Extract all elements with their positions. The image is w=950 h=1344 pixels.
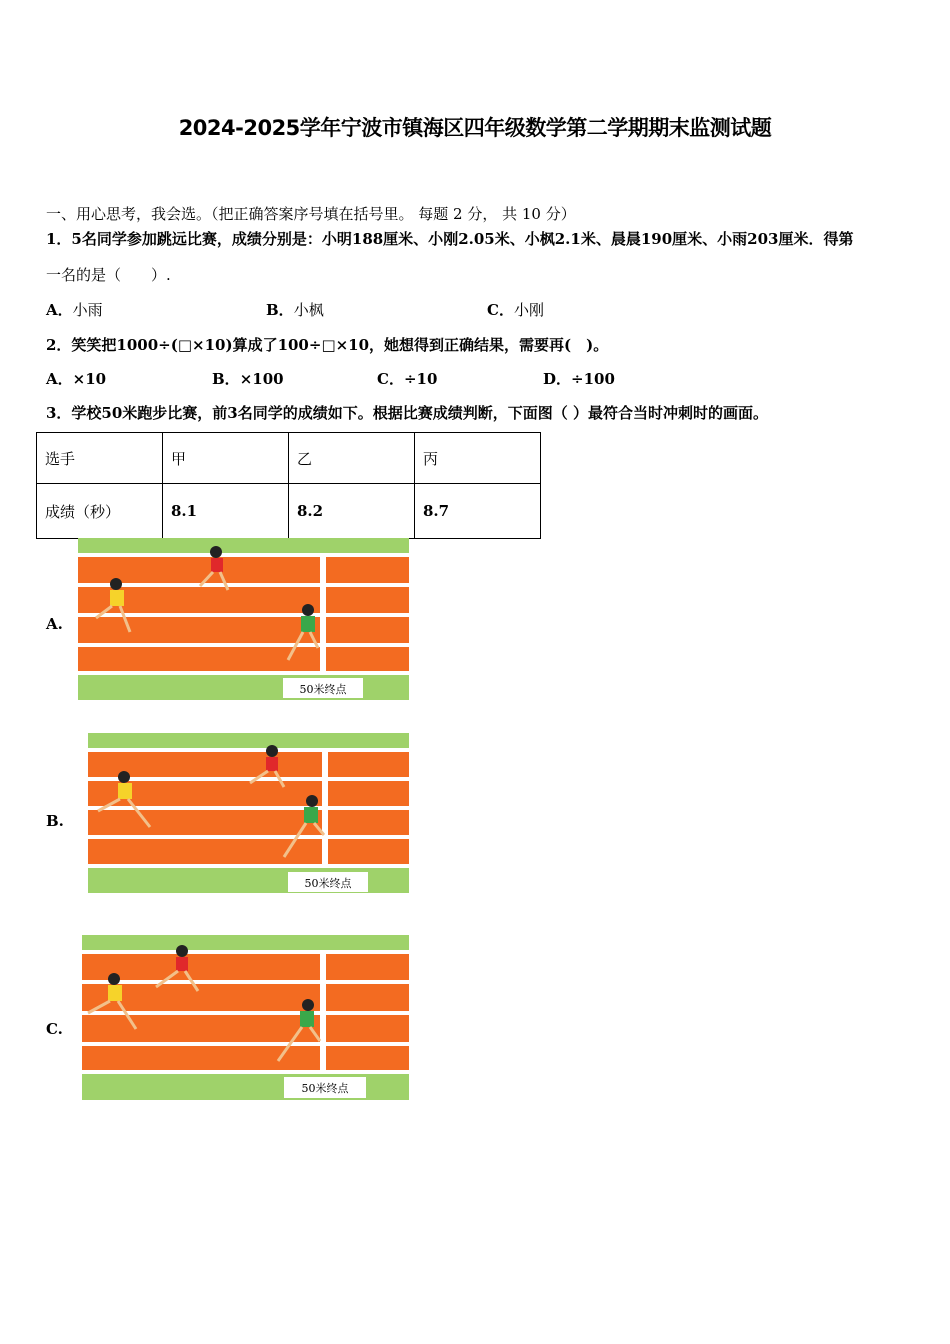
- question-1-text: 1．5名同学参加跳远比赛，成绩分别是：小明188厘米、小刚2.05米、小枫2.1米、晨晨190厘米、小雨203厘米．得第: [46, 230, 854, 248]
- question-2-option-b: B．×100: [212, 370, 284, 388]
- question-1-text-cont: 一名的是（ ）.: [46, 266, 171, 284]
- table-cell: 甲: [163, 433, 289, 484]
- finish-line: [320, 553, 326, 675]
- finish-label: 50米终点: [299, 683, 347, 696]
- page-title: 2024-2025学年宁波市镇海区四年级数学第二学期期末监测试题: [178, 116, 772, 140]
- figure-b-track: [88, 733, 409, 893]
- table-cell: 选手: [37, 433, 163, 484]
- finish-line: [322, 748, 328, 868]
- table-cell: 8.1: [163, 484, 289, 539]
- question-2-option-d: D．÷100: [543, 370, 615, 388]
- figure-c-label: C.: [46, 1020, 63, 1038]
- results-table: [36, 432, 541, 539]
- table-cell: 成绩（秒）: [37, 484, 163, 539]
- table-row: [37, 484, 541, 539]
- question-2-option-c: C．÷10: [377, 370, 438, 388]
- question-1-option-b: B．小枫: [266, 301, 324, 319]
- figure-b-label: B.: [46, 812, 64, 830]
- figure-c-track: [82, 935, 409, 1100]
- table-cell: 乙: [289, 433, 415, 484]
- finish-line: [320, 950, 326, 1074]
- table-cell: 8.2: [289, 484, 415, 539]
- finish-label: 50米终点: [304, 877, 352, 890]
- question-3-text: 3．学校50米跑步比赛，前3名同学的成绩如下。根据比赛成绩判断，下面图（ ）最符合当时冲刺时的画面。: [46, 404, 768, 422]
- grass-strip: [88, 733, 409, 748]
- figure-a-label: A.: [46, 615, 63, 633]
- table-cell: 8.7: [415, 484, 541, 539]
- finish-label: 50米终点: [301, 1082, 349, 1095]
- question-1-option-a: A．小雨: [46, 301, 103, 319]
- table-cell: 丙: [415, 433, 541, 484]
- figure-a-track: [78, 538, 409, 700]
- grass-strip: [82, 935, 409, 950]
- question-2-text: 2．笑笑把1000÷(□×10)算成了100÷□×10，她想得到正确结果，需要再( )。: [46, 336, 609, 354]
- section-heading: 一、用心思考，我会选。（把正确答案序号填在括号里。 每题 2 分， 共 10 分）: [46, 205, 576, 223]
- question-1-option-c: C．小刚: [487, 301, 544, 319]
- question-2-option-a: A．×10: [46, 370, 107, 388]
- grass-strip: [78, 538, 409, 553]
- table-header-row: [37, 433, 541, 484]
